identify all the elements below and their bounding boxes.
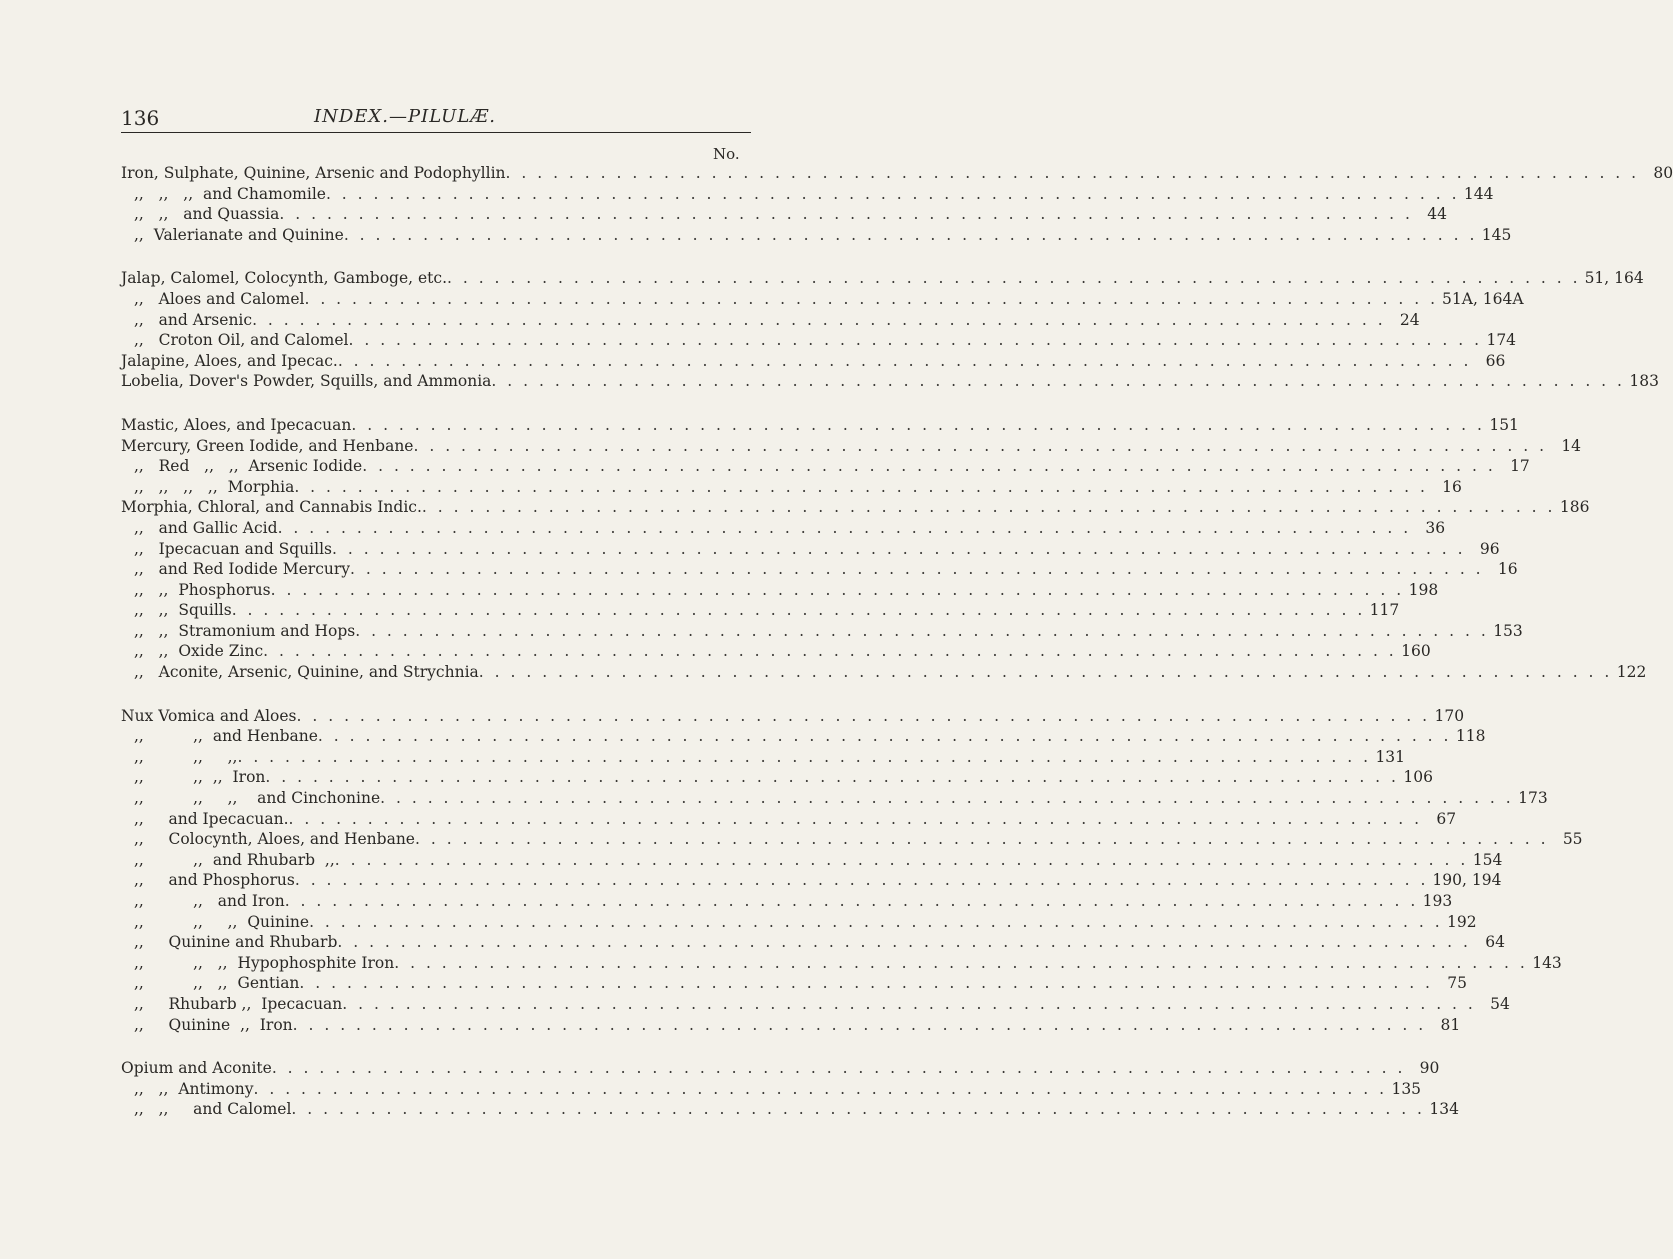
entry-number: 51, 164 — [1584, 269, 1644, 288]
index-entry — [121, 829, 1583, 850]
index-entry — [121, 994, 1510, 1015]
dot-leader: . . . . . . . . . . . . . . . . . . . . . . . . . . . . . . . . . . . . . . . . . . . . . . . . . . . . . . . . . . . . . . . . . . . . . . . . — [299, 974, 1433, 993]
dot-leader: . . . . . . . . . . . . . . . . . . . . . . . . . . . . . . . . . . . . . . . . . . . . . . . . . . . . . . . . . . . . . . . . . . . . . . . . — [291, 1100, 1425, 1119]
entry-label: ,, ,, Antimony — [134, 1079, 254, 1098]
entry-number: 14 — [1561, 436, 1582, 455]
entry-number: 106 — [1403, 768, 1433, 787]
index-entry — [121, 662, 1647, 683]
index-entry — [121, 932, 1505, 953]
entry-number: 151 — [1489, 415, 1519, 434]
entry-label: ,, Aconite, Arsenic, Quinine, and Strychnia — [134, 663, 479, 682]
entry-number: 170 — [1434, 706, 1465, 725]
dot-leader: . . . . . . . . . . . . . . . . . . . . . . . . . . . . . . . . . . . . . . . . . . . . . . . . . . . . . . . . . . . . . . . . . . . . . . . . — [277, 518, 1412, 537]
dot-leader: . . . . . . . . . . . . . . . . . . . . . . . . . . . . . . . . . . . . . . . . . . . . . . . . . . . . . . . . . . . . . . . . . . . . . . . . — [253, 1079, 1388, 1098]
index-section — [121, 706, 1583, 1036]
index-entry — [121, 225, 1512, 246]
index-section — [121, 1058, 1459, 1120]
index-entry — [121, 310, 1420, 331]
index-entry — [121, 204, 1447, 225]
entry-label: ,, Colocynth, Aloes, and Henbane — [134, 830, 415, 849]
index-entry — [121, 1015, 1461, 1036]
entry-number: 193 — [1422, 892, 1453, 910]
entry-number: 190, 194 — [1432, 871, 1502, 890]
index-entry — [121, 436, 1582, 457]
entry-number: 24 — [1399, 310, 1420, 329]
entry-number: 186 — [1559, 498, 1590, 517]
index-entry — [121, 767, 1433, 788]
dot-leader: . . . . . . . . . . . . . . . . . . . . . . . . . . . . . . . . . . . . . . . . . . . . . . . . . . . . . . . . . . . . . . . . . . . . . . . . — [505, 164, 1640, 182]
entry-label: ,, ,, and Iron — [134, 892, 285, 910]
dot-leader: . . . . . . . . . . . . . . . . . . . . . . . . . . . . . . . . . . . . . . . . . . . . . . . . . . . . . . . . . . . . . . . . . . . . . . . . — [294, 871, 1429, 890]
entry-number: 17 — [1510, 457, 1530, 476]
entry-number: 143 — [1532, 953, 1562, 972]
entry-label: ,, ,, ,, and Cinchonine — [134, 789, 381, 808]
entry-label: ,, and Ipecacuan. — [134, 809, 289, 828]
entry-label: Nux Vomica and Aloes — [121, 706, 297, 725]
section-gap — [121, 683, 752, 706]
dot-leader: . . . . . . . . . . . . . . . . . . . . . . . . . . . . . . . . . . . . . . . . . . . . . . . . . . . . . . . . . . . . . . . . . . . . . . . . — [421, 498, 1556, 517]
dot-leader: . . . . . . . . . . . . . . . . . . . . . . . . . . . . . . . . . . . . . . . . . . . . . . . . . . . . . . . . . . . . . . . . . . . . . . . . — [342, 994, 1476, 1013]
entry-label: ,, and Arsenic — [134, 310, 253, 329]
entry-label: Opium and Aconite — [121, 1059, 272, 1078]
dot-leader: . . . . . . . . . . . . . . . . . . . . . . . . . . . . . . . . . . . . . . . . . . . . . . . . . . . . . . . . . . . . . . . . . . . . . . . . — [413, 436, 1548, 455]
entry-label: ,, and Phosphorus — [134, 871, 295, 890]
index-entry — [121, 706, 1465, 727]
index-section — [121, 268, 1659, 392]
index-entry — [121, 163, 1673, 184]
entry-number: 51A, 164A — [1442, 289, 1524, 308]
dot-leader: . . . . . . . . . . . . . . . . . . . . . . . . . . . . . . . . . . . . . . . . . . . . . . . . . . . . . . . . . . . . . . . . . . . . . . . . — [394, 953, 1528, 972]
entry-number: 90 — [1419, 1059, 1440, 1078]
dot-leader: . . . . . . . . . . . . . . . . . . . . . . . . . . . . . . . . . . . . . . . . . . . . . . . . . . . . . . . . . . . . . . . . . . . . . . . . — [337, 351, 1472, 370]
entry-number: 81 — [1440, 1015, 1461, 1034]
index-entry — [121, 477, 1462, 498]
entry-label: ,, ,, and Calomel — [134, 1100, 292, 1119]
entry-label: ,, ,, ,, Quinine — [134, 912, 310, 931]
index-entry — [121, 559, 1518, 580]
entry-number: 44 — [1427, 205, 1447, 224]
dot-leader: . . . . . . . . . . . . . . . . . . . . . . . . . . . . . . . . . . . . . . . . . . . . . . . . . . . . . . . . . . . . . . . . . . . . . . . . — [288, 809, 1423, 828]
section-gap — [121, 392, 752, 415]
entry-number: 64 — [1485, 933, 1505, 952]
index-entry — [121, 621, 1523, 642]
entry-label: ,, ,, Phosphorus — [134, 580, 271, 599]
dot-leader: . . . . . . . . . . . . . . . . . . . . . . . . . . . . . . . . . . . . . . . . . . . . . . . . . . . . . . . . . . . . . . . . . . . . . . . . — [317, 727, 1452, 746]
index-entry — [121, 518, 1446, 539]
entry-number: 153 — [1493, 621, 1523, 640]
entry-number: 54 — [1490, 994, 1510, 1013]
index-entry — [121, 330, 1517, 351]
entry-number: 67 — [1436, 809, 1457, 828]
entry-label: ,, Quinine and Rhubarb — [134, 933, 338, 952]
entry-number: 160 — [1401, 642, 1431, 661]
index-entry — [121, 809, 1457, 830]
index-entry — [121, 788, 1548, 809]
entry-label: ,, Quinine ,, Iron — [134, 1015, 293, 1034]
entry-label: ,, Red ,, ,, Arsenic Iodide — [134, 457, 363, 476]
index-entry — [121, 641, 1431, 662]
page-number: 136 — [121, 106, 160, 130]
index-entry — [121, 1079, 1422, 1100]
entry-number: 118 — [1455, 727, 1486, 746]
entry-label: ,, ,, and Quassia — [134, 205, 280, 224]
entry-label: Mastic, Aloes, and Ipecacuan — [121, 415, 352, 434]
entry-number: 16 — [1442, 477, 1462, 496]
dot-leader: . . . . . . . . . . . . . . . . . . . . . . . . . . . . . . . . . . . . . . . . . . . . . . . . . . . . . . . . . . . . . . . . . . . . . . . . — [292, 1015, 1427, 1034]
index-entry — [121, 415, 1519, 436]
index-entry — [121, 1058, 1440, 1079]
index-section — [121, 163, 1673, 245]
entry-number: 80 — [1653, 164, 1673, 182]
dot-leader: . . . . . . . . . . . . . . . . . . . . . . . . . . . . . . . . . . . . . . . . . . . . . . . . . . . . . . . . . . . . . . . . . . . . . . . . — [334, 850, 1469, 869]
entry-number: 55 — [1562, 830, 1583, 849]
entry-number: 66 — [1485, 351, 1506, 370]
entry-label: Iron, Sulphate, Quinine, Arsenic and Podophyllin — [121, 164, 506, 182]
entry-number: 135 — [1391, 1079, 1422, 1098]
column-heading: No. — [713, 145, 740, 163]
entry-label: ,, ,, ,, and Chamomile — [134, 184, 326, 203]
page-header — [121, 106, 751, 133]
entry-label: ,, ,, ,, Gentian — [134, 974, 300, 993]
section-gap — [121, 245, 752, 268]
dot-leader: . . . . . . . . . . . . . . . . . . . . . . . . . . . . . . . . . . . . . . . . . . . . . . . . . . . . . . . . . . . . . . . . . . . . . . . . — [252, 310, 1386, 329]
dot-leader: . . . . . . . . . . . . . . . . . . . . . . . . . . . . . . . . . . . . . . . . . . . . . . . . . . . . . . . . . . . . . . . . . . . . . . . . — [343, 225, 1478, 244]
index-entry — [121, 456, 1530, 477]
dot-leader: . . . . . . . . . . . . . . . . . . . . . . . . . . . . . . . . . . . . . . . . . . . . . . . . . . . . . . . . . . . . . . . . . . . . . . . . — [355, 621, 1489, 640]
entry-number: 16 — [1497, 560, 1518, 579]
index-entry — [121, 371, 1659, 392]
dot-leader: . . . . . . . . . . . . . . . . . . . . . . . . . . . . . . . . . . . . . . . . . . . . . . . . . . . . . . . . . . . . . . . . . . . . . . . . — [237, 747, 1372, 766]
index-entry — [121, 580, 1439, 601]
dot-leader: . . . . . . . . . . . . . . . . . . . . . . . . . . . . . . . . . . . . . . . . . . . . . . . . . . . . . . . . . . . . . . . . . . . . . . . . — [447, 269, 1581, 288]
index-entry — [121, 870, 1502, 891]
index-entry — [121, 953, 1562, 974]
entry-label: ,, and Red Iodide Mercury — [134, 560, 351, 579]
dot-leader: . . . . . . . . . . . . . . . . . . . . . . . . . . . . . . . . . . . . . . . . . . . . . . . . . . . . . . . . . . . . . . . . . . . . . . . . — [351, 415, 1485, 434]
entry-label: ,, ,, and Henbane — [134, 727, 318, 746]
entry-number: 96 — [1479, 539, 1500, 558]
entry-label: Lobelia, Dover's Powder, Squills, and Ammonia — [121, 372, 492, 391]
entry-number: 36 — [1425, 518, 1446, 537]
dot-leader: . . . . . . . . . . . . . . . . . . . . . . . . . . . . . . . . . . . . . . . . . . . . . . . . . . . . . . . . . . . . . . . . . . . . . . . . — [270, 580, 1405, 599]
dot-leader: . . . . . . . . . . . . . . . . . . . . . . . . . . . . . . . . . . . . . . . . . . . . . . . . . . . . . . . . . . . . . . . . . . . . . . . . — [332, 539, 1466, 558]
entry-label: ,, ,, Squills — [134, 601, 232, 620]
index-entry — [121, 1099, 1459, 1120]
dot-leader: . . . . . . . . . . . . . . . . . . . . . . . . . . . . . . . . . . . . . . . . . . . . . . . . . . . . . . . . . . . . . . . . . . . . . . . . — [294, 477, 1428, 496]
entry-label: ,, Croton Oil, and Calomel — [134, 331, 349, 350]
index-entries — [121, 163, 1673, 1120]
entry-label: ,, ,, ,, Hypophosphite Iron — [134, 953, 395, 972]
dot-leader: . . . . . . . . . . . . . . . . . . . . . . . . . . . . . . . . . . . . . . . . . . . . . . . . . . . . . . . . . . . . . . . . . . . . . . . . — [325, 184, 1460, 203]
entry-number: 192 — [1447, 912, 1477, 931]
entry-label: Morphia, Chloral, and Cannabis Indic. — [121, 498, 422, 517]
dot-leader: . . . . . . . . . . . . . . . . . . . . . . . . . . . . . . . . . . . . . . . . . . . . . . . . . . . . . . . . . . . . . . . . . . . . . . . . — [348, 331, 1483, 350]
index-entry — [121, 351, 1506, 372]
dot-leader: . . . . . . . . . . . . . . . . . . . . . . . . . . . . . . . . . . . . . . . . . . . . . . . . . . . . . . . . . . . . . . . . . . . . . . . . — [337, 933, 1471, 952]
dot-leader: . . . . . . . . . . . . . . . . . . . . . . . . . . . . . . . . . . . . . . . . . . . . . . . . . . . . . . . . . . . . . . . . . . . . . . . . — [271, 1059, 1406, 1078]
index-entry — [121, 289, 1524, 310]
dot-leader: . . . . . . . . . . . . . . . . . . . . . . . . . . . . . . . . . . . . . . . . . . . . . . . . . . . . . . . . . . . . . . . . . . . . . . . . — [263, 642, 1397, 661]
entry-number: 198 — [1408, 580, 1439, 599]
entry-number: 75 — [1447, 974, 1467, 993]
entry-number: 144 — [1463, 184, 1494, 203]
dot-leader: . . . . . . . . . . . . . . . . . . . . . . . . . . . . . . . . . . . . . . . . . . . . . . . . . . . . . . . . . . . . . . . . . . . . . . . . — [414, 830, 1549, 849]
index-entry — [121, 539, 1500, 560]
dot-leader: . . . . . . . . . . . . . . . . . . . . . . . . . . . . . . . . . . . . . . . . . . . . . . . . . . . . . . . . . . . . . . . . . . . . . . . . — [491, 372, 1625, 391]
entry-number: 173 — [1518, 789, 1548, 808]
entry-number: 122 — [1616, 663, 1647, 682]
dot-leader: . . . . . . . . . . . . . . . . . . . . . . . . . . . . . . . . . . . . . . . . . . . . . . . . . . . . . . . . . . . . . . . . . . . . . . . . — [284, 892, 1419, 910]
entry-number: 131 — [1375, 747, 1406, 766]
index-entry — [121, 747, 1406, 768]
entry-number: 154 — [1472, 850, 1503, 869]
index-entry — [121, 912, 1477, 933]
entry-label: ,, and Gallic Acid — [134, 518, 278, 537]
entry-label: ,, ,, ,, Iron — [134, 768, 266, 787]
entry-number: 117 — [1369, 601, 1400, 620]
entry-number: 174 — [1486, 331, 1517, 350]
dot-leader: . . . . . . . . . . . . . . . . . . . . . . . . . . . . . . . . . . . . . . . . . . . . . . . . . . . . . . . . . . . . . . . . . . . . . . . . — [350, 560, 1484, 579]
index-entry — [121, 497, 1590, 518]
index-entry — [121, 973, 1467, 994]
dot-leader: . . . . . . . . . . . . . . . . . . . . . . . . . . . . . . . . . . . . . . . . . . . . . . . . . . . . . . . . . . . . . . . . . . . . . . . . — [265, 768, 1399, 787]
entry-label: ,, ,, Stramonium and Hops — [134, 621, 356, 640]
entry-number: 134 — [1429, 1100, 1459, 1119]
index-entry — [121, 850, 1503, 871]
entry-label: ,, ,, ,, ,, Morphia — [134, 477, 295, 496]
entry-number: 145 — [1481, 225, 1512, 244]
dot-leader: . . . . . . . . . . . . . . . . . . . . . . . . . . . . . . . . . . . . . . . . . . . . . . . . . . . . . . . . . . . . . . . . . . . . . . . . — [380, 789, 1514, 808]
entry-label: ,, Rhubarb ,, Ipecacuan — [134, 994, 343, 1013]
dot-leader: . . . . . . . . . . . . . . . . . . . . . . . . . . . . . . . . . . . . . . . . . . . . . . . . . . . . . . . . . . . . . . . . . . . . . . . . — [279, 205, 1413, 224]
running-title: INDEX.—PILULÆ. — [314, 106, 497, 127]
entry-label: Mercury, Green Iodide, and Henbane — [121, 436, 414, 455]
index-entry — [121, 891, 1453, 912]
section-gap — [121, 1035, 752, 1058]
entry-label: ,, ,, and Rhubarb ,, — [134, 850, 335, 869]
entry-label: Jalapine, Aloes, and Ipecac. — [121, 351, 338, 370]
entry-label: ,, ,, Oxide Zinc — [134, 642, 264, 661]
entry-label: ,, ,, ,, — [134, 747, 238, 766]
dot-leader: . . . . . . . . . . . . . . . . . . . . . . . . . . . . . . . . . . . . . . . . . . . . . . . . . . . . . . . . . . . . . . . . . . . . . . . . — [296, 706, 1431, 725]
index-entry — [121, 184, 1494, 205]
index-entry — [121, 726, 1486, 747]
dot-leader: . . . . . . . . . . . . . . . . . . . . . . . . . . . . . . . . . . . . . . . . . . . . . . . . . . . . . . . . . . . . . . . . . . . . . . . . — [304, 289, 1439, 308]
index-entry — [121, 268, 1644, 289]
dot-leader: . . . . . . . . . . . . . . . . . . . . . . . . . . . . . . . . . . . . . . . . . . . . . . . . . . . . . . . . . . . . . . . . . . . . . . . . — [231, 601, 1366, 620]
entry-label: Jalap, Calomel, Colocynth, Gamboge, etc. — [121, 269, 447, 288]
index-entry — [121, 600, 1400, 621]
dot-leader: . . . . . . . . . . . . . . . . . . . . . . . . . . . . . . . . . . . . . . . . . . . . . . . . . . . . . . . . . . . . . . . . . . . . . . . . — [362, 457, 1496, 476]
index-section — [121, 415, 1647, 683]
entry-label: ,, Ipecacuan and Squills — [134, 539, 333, 558]
entry-label: ,, Aloes and Calomel — [134, 289, 305, 308]
entry-number: 183 — [1629, 372, 1659, 391]
entry-label: ,, Valerianate and Quinine — [134, 225, 344, 244]
dot-leader: . . . . . . . . . . . . . . . . . . . . . . . . . . . . . . . . . . . . . . . . . . . . . . . . . . . . . . . . . . . . . . . . . . . . . . . . — [309, 912, 1443, 931]
dot-leader: . . . . . . . . . . . . . . . . . . . . . . . . . . . . . . . . . . . . . . . . . . . . . . . . . . . . . . . . . . . . . . . . . . . . . . . . — [478, 663, 1613, 682]
